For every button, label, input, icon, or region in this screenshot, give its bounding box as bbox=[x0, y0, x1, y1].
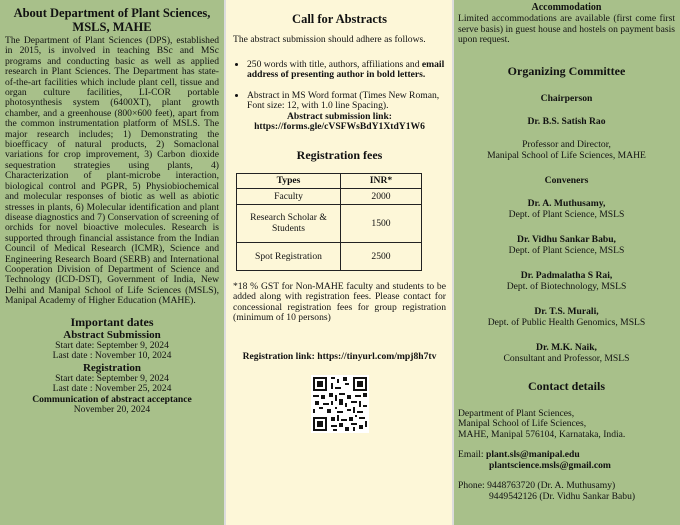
convener-affiliation: Dept. of Biotechnology, MSLS bbox=[506, 280, 627, 292]
fee-type: Research Scholar & Students bbox=[237, 204, 341, 242]
fee-amount: 1500 bbox=[341, 204, 422, 242]
phone-label: Phone: bbox=[458, 480, 488, 491]
registration-start-date: Start date: September 9, 2024 bbox=[55, 372, 169, 384]
convener-name: Dr. Padmalatha S Rai, bbox=[520, 269, 613, 281]
fees-table bbox=[236, 173, 422, 271]
address-line: Manipal School of Life Sciences, bbox=[458, 418, 587, 429]
abstract-start-date: Start date: September 9, 2024 bbox=[55, 339, 169, 351]
guideline-item bbox=[247, 60, 446, 81]
call-intro: The abstract submission should adhere as follows. bbox=[233, 34, 426, 45]
registration-label: Registration bbox=[82, 361, 142, 374]
contact-email bbox=[458, 450, 675, 471]
communication-label: Communication of abstract acceptance bbox=[32, 393, 192, 405]
gst-note: *18 % GST for Non-MAHE faculty and students to be added along with registration fees. Please contact for concessional registration fees for group registration (minimum of 10 persons) bbox=[233, 280, 446, 323]
accommodation-title: Accommodation bbox=[531, 2, 602, 13]
conveners-label: Conveners bbox=[544, 174, 589, 186]
guideline-bold: email address of presenting author in bold letters. bbox=[247, 58, 445, 80]
about-text: The Department of Plant Sciences (DPS), established in 2015, is involved in teaching BSc and MSc programs and conducting basic as well as applied research in Plant Sciences. The Department has state-of-the-art facilities which include plant cell, tissue and organ culture facilities, LI-COR portable photosynthesis system (6400XT), plant growth chamber, and a greenhouse (800×600 feet), apart from the common instrumentation platform of MSLS. The major research includes; 1) Demonstrating the bioefficacy of natural products, 2) Somaclonal variations for crop improvement, 3) Carbon dioxide sequestration strategies using plants, 4) Characterization of plant-microbe interaction, biological control and PGPR, 5) Physiobiochemical and molecular responses of biotic as well as abiotic stresses in plants, 6) Molecular identification and plant disease diagnostics and 7) Conservation of screening of orchids for novel bioactive molecules. Research is supported through financial assistance from the Indian Council of Medical Research (ICMR), Science and Engineering Research Board (SERB) and International Cooperation Division of Department of Science and Technology (ICD-DST), Government of India, New Delhi and Manipal School of Life Sciences (MSLS), Manipal Academy of Higher Education (MAHE). bbox=[5, 35, 219, 307]
chair-affiliation: Professor and Director, bbox=[522, 138, 611, 150]
fee-type: Faculty bbox=[237, 188, 341, 204]
convener-affiliation: Dept. of Plant Science, MSLS bbox=[508, 208, 625, 220]
guideline-format: Abstract in MS Word format (Times New Roman, Font size: 12, with 1.0 line Spacing). bbox=[247, 89, 440, 111]
registration-link[interactable]: Registration link: https://tinyurl.com/mpj8h7tv bbox=[242, 350, 437, 362]
contact-title: Contact details bbox=[528, 378, 605, 393]
left-panel bbox=[0, 0, 226, 525]
right-panel bbox=[454, 0, 680, 525]
guideline-item bbox=[247, 91, 446, 133]
abstract-submission-label: Abstract Submission bbox=[63, 328, 161, 341]
organizing-committee-title: Organizing Committee bbox=[507, 63, 626, 78]
table-row bbox=[237, 242, 422, 270]
abstract-link-label: Abstract submission link: bbox=[286, 110, 393, 122]
convener-name: Dr. Vidhu Sankar Babu, bbox=[517, 233, 616, 245]
phone-number: 9448763720 (Dr. A. Muthusamy) bbox=[487, 480, 616, 491]
guideline-words: 250 words with title, authors, affiliations and bbox=[247, 58, 422, 70]
header-types: Types bbox=[237, 173, 341, 188]
chairperson-label: Chairperson bbox=[540, 92, 593, 104]
convener-name: Dr. M.K. Naik, bbox=[536, 341, 597, 353]
fee-type: Spot Registration bbox=[237, 242, 341, 270]
communication-date: November 20, 2024 bbox=[73, 404, 151, 416]
fee-amount: 2500 bbox=[341, 242, 422, 270]
table-header-row bbox=[237, 173, 422, 188]
accommodation-text: Limited accommodations are available (first come first serve basis) in guest house and hostels on payment basis upon request. bbox=[458, 13, 675, 45]
qr-code-icon[interactable] bbox=[311, 375, 369, 433]
address-line: MAHE, Manipal 576104, Karnataka, India. bbox=[458, 428, 626, 440]
chair-name: Dr. B.S. Satish Rao bbox=[527, 115, 606, 127]
center-panel bbox=[226, 0, 454, 525]
email-label: Email: bbox=[458, 449, 486, 460]
table-row bbox=[237, 188, 422, 204]
convener-name: Dr. T.S. Murali, bbox=[534, 305, 599, 317]
abstract-last-date: Last date : November 10, 2024 bbox=[52, 350, 172, 362]
dates-title: Important dates bbox=[70, 314, 154, 329]
email-link[interactable]: plant.sls@manipal.edu bbox=[485, 449, 580, 460]
contact-address bbox=[458, 409, 675, 441]
address-line: Department of Plant Sciences, bbox=[458, 407, 575, 419]
fee-amount: 2000 bbox=[341, 188, 422, 204]
phone-number: 9449542126 (Dr. Vidhu Sankar Babu) bbox=[489, 490, 636, 502]
convener-name: Dr. A. Muthusamy, bbox=[527, 197, 606, 209]
registration-fees-title: Registration fees bbox=[296, 147, 383, 162]
registration-last-date: Last date : November 25, 2024 bbox=[52, 383, 172, 395]
table-row bbox=[237, 204, 422, 242]
about-title: About Department of Plant Sciences, MSLS, MAHE bbox=[13, 6, 211, 34]
header-inr: INR* bbox=[341, 173, 422, 188]
abstract-link-url[interactable]: https://forms.gle/cVSFWsBdY1XtdY1W6 bbox=[254, 121, 425, 132]
convener-affiliation: Dept. of Public Health Genomics, MSLS bbox=[487, 316, 646, 328]
call-for-abstracts-title: Call for Abstracts bbox=[292, 12, 387, 26]
abstract-guidelines-list bbox=[233, 60, 446, 133]
email-link[interactable]: plantscience.msls@gmail.com bbox=[489, 459, 611, 471]
chair-affiliation: Manipal School of Life Sciences, MAHE bbox=[487, 149, 646, 161]
contact-phone bbox=[458, 481, 675, 502]
convener-affiliation: Consultant and Professor, MSLS bbox=[503, 352, 630, 364]
convener-affiliation: Dept. of Plant Science, MSLS bbox=[508, 244, 625, 256]
